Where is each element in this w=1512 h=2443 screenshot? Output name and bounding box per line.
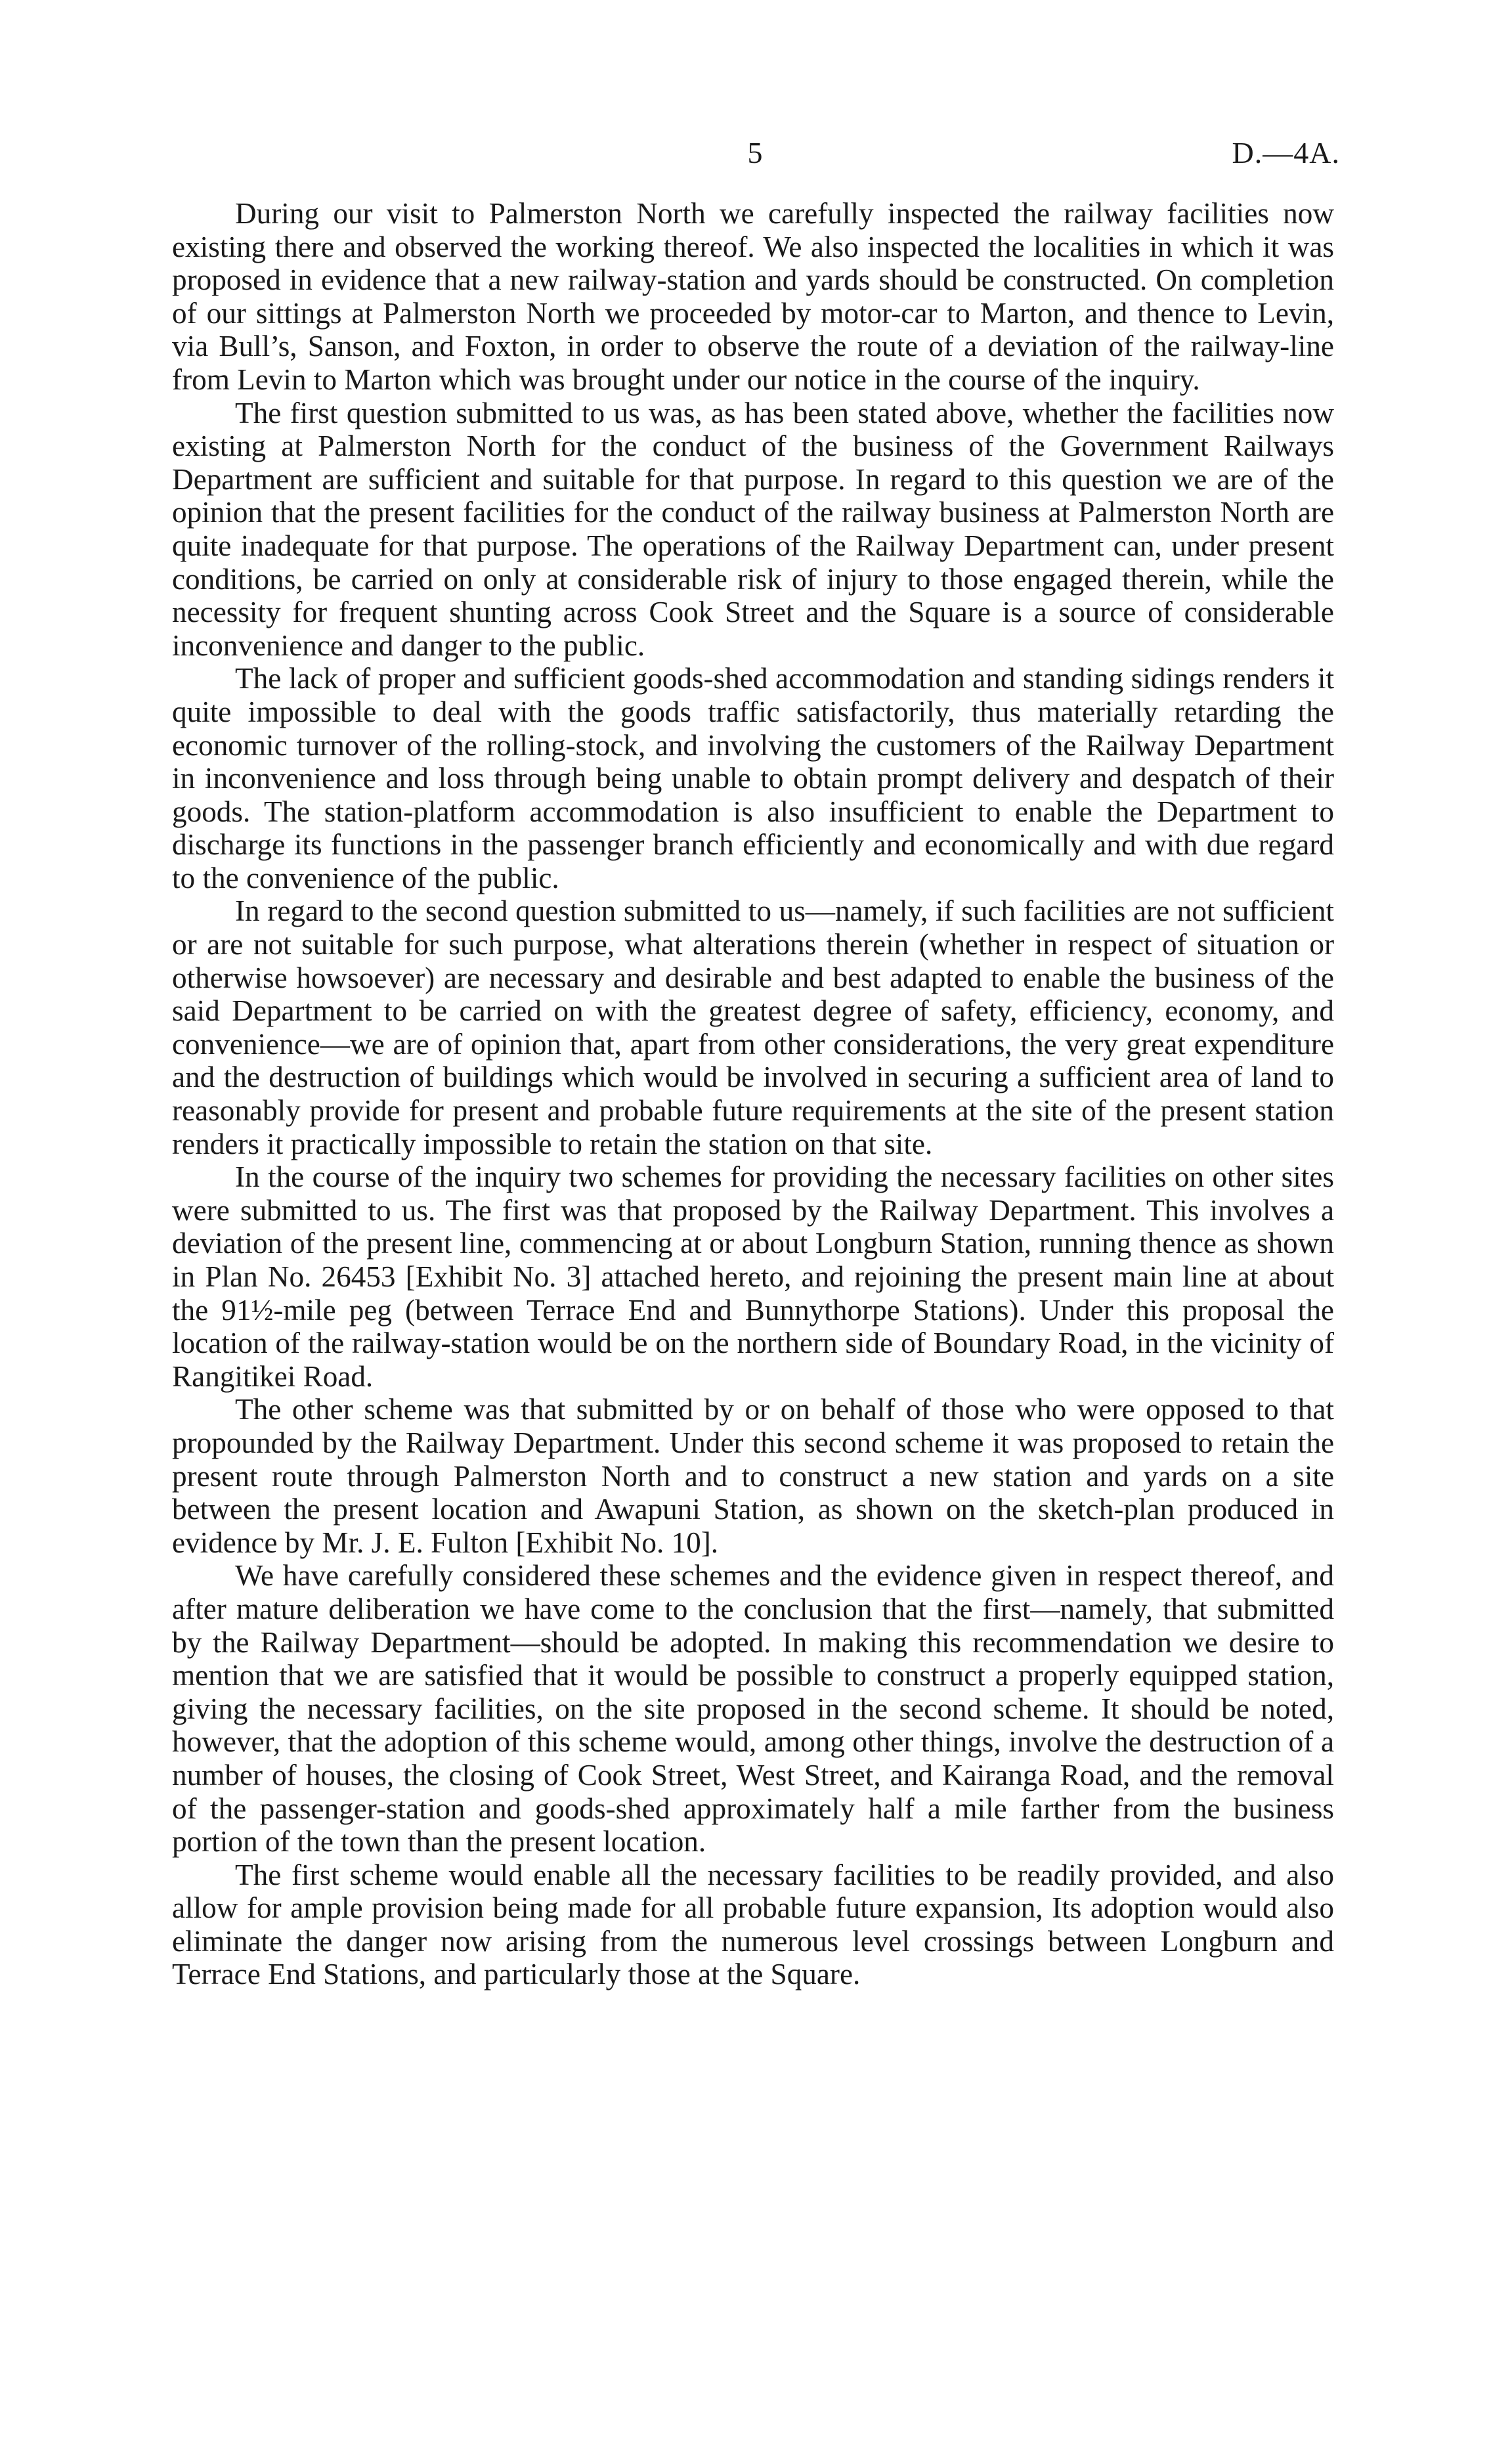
paragraph: The first scheme would enable all the necessary facilities to be readily provided, and also allow for ample provision being made for all probable future expansion, Its adoption would also eliminate the danger now arising from the numerous level crossings between Longburn and Terrace End Stations, and particularly those at the Square. xyxy=(172,1858,1334,1991)
paragraph: In the course of the inquiry two schemes for providing the necessary facilities on other sites were submitted to us. The first was that proposed by the Railway Department. This involves a deviation of the present line, commencing at or about Longburn Station, running thence as shown in Plan No. 26453 [Exhibit No. 3] attached hereto, and rejoining the present main line at about the 91½-mile peg (between Terrace End and Bunnythorpe Stations). Under this proposal the location of the railway-station would be on the northern side of Boundary Road, in the vicinity of Rangitikei Road. xyxy=(172,1160,1334,1393)
paragraph: The other scheme was that submitted by or on behalf of those who were opposed to that propounded by the Railway Department. Under this second scheme it was proposed to retain the present route through Palmerston North and to construct a new station and yards on a site between the present location and Awapuni Station, as shown on the sketch-plan produced in evidence by Mr. J. E. Fulton [Exhibit No. 10]. xyxy=(172,1393,1334,1559)
paragraph: The first question submitted to us was, as has been stated above, whether the facilities now existing at Palmerston North for the conduct of the business of the Government Railways Department are sufficient and suitable for that purpose. In regard to this question we are of the opinion that the present facilities for the conduct of the railway business at Palmerston North are quite inadequate for that purpose. The operations of the Railway Department can, under present conditions, be carried on only at considerable risk of injury to those engaged therein, while the necessity for frequent shunting across Cook Street and the Square is a source of considerable inconvenience and danger to the public. xyxy=(172,396,1334,662)
document-reference: D.—4A. xyxy=(1232,136,1340,169)
paragraph: We have carefully considered these schemes and the evidence given in respect thereof, and after mature deliberation we have come to the conclusion that the first—namely, that submitted by the Railway Department—should be adopted. In making this recommendation we desire to mention that we are satisfied that it would be possible to construct a properly equipped station, giving the necessary facilities, on the site proposed in the second scheme. It should be noted, however, that the adoption of this scheme would, among other things, involve the destruction of a number of houses, the closing of Cook Street, West Street, and Kairanga Road, and the removal of the passenger-station and goods-shed approximately half a mile farther from the business portion of the town than the present location. xyxy=(172,1559,1334,1859)
paragraph: In regard to the second question submitted to us—namely, if such facilities are not sufficient or are not suitable for such purpose, what alterations therein (whether in respect of situation or otherwise howsoever) are necessary and desirable and best adapted to enable the business of the said Department to be carried on with the greatest degree of safety, efficiency, economy, and convenience—we are of opinion that, apart from other considerations, the very great expenditure and the destruction of buildings which would be involved in securing a sufficient area of land to reasonably provide for present and probable future requirements at the site of the present station renders it practically impossible to retain the station on that site. xyxy=(172,894,1334,1160)
paragraph: The lack of proper and sufficient goods-shed accommodation and standing sidings renders it quite impossible to deal with the goods traffic satisfactorily, thus materially retarding the economic turnover of the rolling-stock, and involving the customers of the Railway Department in inconvenience and loss through being unable to obtain prompt delivery and despatch of their goods. The station-platform accommodation is also insufficient to enable the Department to discharge its functions in the passenger branch efficiently and economically and with due regard to the convenience of the public. xyxy=(172,662,1334,894)
paragraph: During our visit to Palmerston North we carefully inspected the railway facilities now existing there and observed the working thereof. We also inspected the localities in which it was proposed in evidence that a new railway-station and yards should be constructed. On completion of our sittings at Palmerston North we proceeded by motor-car to Marton, and thence to Levin, via Bull’s, Sanson, and Foxton, in order to observe the route of a deviation of the railway-line from Levin to Marton which was brought under our notice in the course of the inquiry. xyxy=(172,197,1334,396)
body-text xyxy=(172,197,1334,1991)
page-number: 5 xyxy=(747,136,763,169)
